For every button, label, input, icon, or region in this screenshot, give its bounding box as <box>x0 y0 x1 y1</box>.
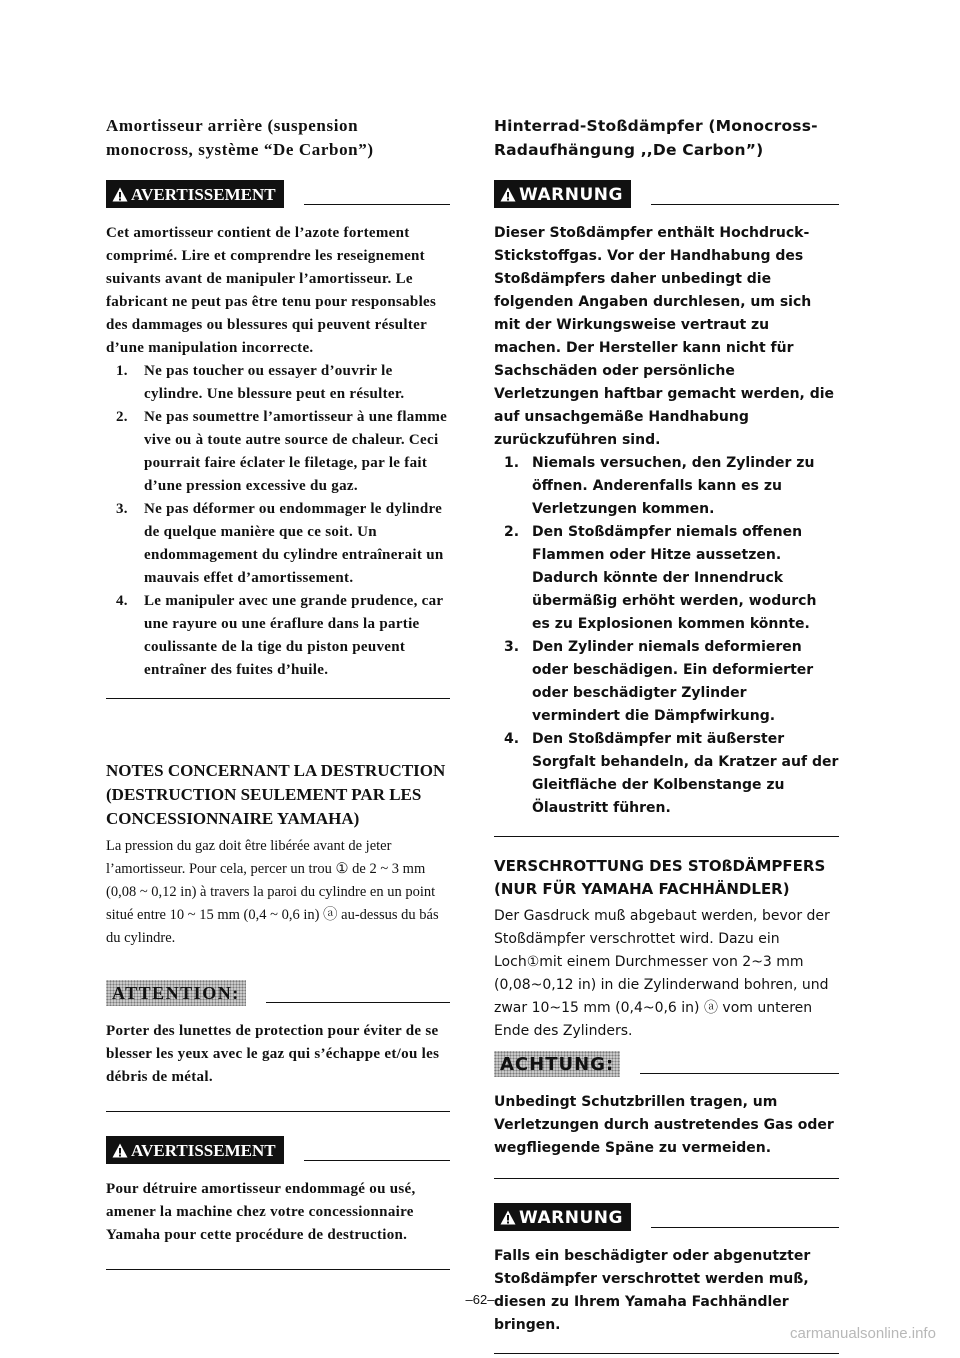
attention-badge: ATTENTION: <box>106 980 246 1006</box>
attention-header <box>494 1051 839 1077</box>
list-number: 2. <box>116 409 128 425</box>
warning-triangle-icon <box>500 1210 516 1225</box>
warning-text: Pour détruire amortisseur endommagé ou usé, amener la machine chez votre concessionnaire Yamaha pour cette procédure de destruction. <box>106 1181 416 1243</box>
divider <box>651 1227 839 1228</box>
disposal-text: La pression du gaz doit être libérée avant de jeter l’amortisseur. Pour cela, percer un trou ① de 2 ~ 3 mm (0,08 ~ 0,12 in) à travers la paroi du cylindre en un point situé entre 10 ~ 15 mm (0,4 ~ 0,6 in) ⓐ au-dessus du bás du cylindre. <box>106 838 439 946</box>
list-text: Le manipuler avec une grande prudence, car une rayure ou une éraflure dans la partie coulissante de la tige du piston peuvent entraîner des fuites d’huile. <box>144 593 444 678</box>
warning-badge-label: WARNUNG <box>519 1207 623 1228</box>
attention-text: Unbedingt Schutzbrillen tragen, um Verletzungen durch austretendes Gas oder wegfliegende Späne zu vermeiden. <box>494 1094 834 1156</box>
warning-header <box>106 180 450 208</box>
list-item <box>106 360 450 406</box>
divider <box>640 1073 839 1074</box>
list-number: 1. <box>116 363 128 379</box>
warning-triangle-icon <box>112 1143 128 1158</box>
warning-text: Dieser Stoßdämpfer enthält Hochdruck-Stickstoffgas. Vor der Handhabung des Stoßdämpfers daher unbedingt die folgenden Angaben durchlesen, um sich mit der Wirkungsweise vertraut zu machen. Der Hersteller kann nicht für Sachschäden oder persönliche Verletzungen haftbar gemacht werden, die auf unsachgemäße Handhabung zurückzuführen sind. <box>494 225 835 448</box>
attention-text: Porter des lunettes de protection pour éviter de se blesser les yeux avec le gaz qui s’échappe et/ou les débris de métal. <box>106 1023 440 1085</box>
list-text: Ne pas soumettre l’amortisseur à une flamme vive ou à toute autre source de chaleur. Ceci pourrait faire éclater le filetage, par le fait d’une pression excessive du gaz. <box>144 409 448 494</box>
disposal-title: VERSCHROTTUNG DES STOßDÄMPFERS (NUR FÜR YAMAHA FACHHÄNDLER) <box>494 857 826 898</box>
list-text: Ne pas toucher ou essayer d’ouvrir le cylindre. Une blessure peut en résulter. <box>144 363 405 402</box>
section-heading: Amortisseur arrière (suspension monocross, système “De Carbon”) <box>106 116 374 159</box>
list-text: Den Stoßdämpfer mit äußerster Sorgfalt behandeln, da Kratzer auf der Gleitfläche der Kolbenstange zu Ölaustritt führen. <box>532 731 839 816</box>
attention-badge: ACHTUNG: <box>494 1051 620 1077</box>
divider <box>266 1002 450 1003</box>
list-item <box>494 636 839 728</box>
list-number: 1. <box>504 455 520 471</box>
warning-header <box>106 1136 450 1164</box>
warning-badge <box>494 1203 631 1231</box>
list-number: 4. <box>116 593 128 609</box>
german-column <box>494 114 839 1354</box>
warning-triangle-icon <box>112 187 128 202</box>
list-item <box>494 728 839 820</box>
french-column <box>106 114 450 1270</box>
warning-badge-label: AVERTISSEMENT <box>131 1140 276 1160</box>
section-heading: Hinterrad-Stoßdämpfer (Monocross-Radaufhängung ,,De Carbon”) <box>494 117 818 159</box>
disposal-text: Der Gasdruck muß abgebaut werden, bevor der Stoßdämpfer verschrottet wird. Dazu ein Loch①mit einem Durchmesser von 2~3 mm (0,08~0,12 in) in die Zylinderwand bohren, und zwar 10~15 mm (0,4~0,6 in) ⓐ vom unteren Ende des Zylinders. <box>494 908 830 1039</box>
list-number: 2. <box>504 524 520 540</box>
list-item <box>106 590 450 682</box>
warning-badge <box>106 1136 284 1164</box>
warning-text: Falls ein beschädigter oder abgenutzter Stoßdämpfer verschrottet werden muß, diesen zu Ihrem Yamaha Fachhändler bringen. <box>494 1248 811 1333</box>
list-item <box>494 521 839 636</box>
warning-list <box>494 452 839 820</box>
warning-badge <box>494 180 631 208</box>
disposal-title: NOTES CONCERNANT LA DESTRUCTION (DESTRUCTION SEULEMENT PAR LES CONCESSIONNAIRE YAMAHA) <box>106 761 446 828</box>
watermark: carmanualsonline.info <box>790 1325 936 1342</box>
list-item <box>106 406 450 498</box>
warning-badge-label: WARNUNG <box>519 184 623 205</box>
divider <box>106 1269 450 1270</box>
divider <box>106 1111 450 1112</box>
divider <box>304 204 450 205</box>
list-number: 4. <box>504 731 520 747</box>
attention-header <box>106 980 450 1006</box>
list-text: Ne pas déformer ou endommager le dylindre de quelque manière que ce soit. Un endommagement du cylindre entraînerait un mauvais effet d’amortissement. <box>144 501 444 586</box>
list-item <box>106 498 450 590</box>
list-number: 3. <box>116 501 128 517</box>
page-number: –62– <box>465 1292 495 1307</box>
warning-list <box>106 360 450 682</box>
divider <box>494 1178 839 1179</box>
list-item <box>494 452 839 521</box>
warning-badge-label: AVERTISSEMENT <box>131 184 276 204</box>
list-number: 3. <box>504 639 520 655</box>
warning-badge <box>106 180 284 208</box>
warning-header <box>494 180 839 208</box>
divider <box>494 1353 839 1354</box>
warning-text: Cet amortisseur contient de l’azote fortement comprimé. Lire et comprendre les reseignement suivants avant de manipuler l’amortisseur. Le fabricant ne peut pas être tenu pour responsables des dammages ou blessures qui peuvent résulter d’une manipulation incorrecte. <box>106 225 437 356</box>
divider <box>651 204 839 205</box>
list-text: Den Zylinder niemals deformieren oder beschädigen. Ein deformierter oder beschädigter Zylinder vermindert die Dämpfwirkung. <box>532 639 814 724</box>
divider <box>304 1160 450 1161</box>
list-text: Niemals versuchen, den Zylinder zu öffnen. Anderenfalls kann es zu Verletzungen kommen. <box>532 455 815 517</box>
warning-header <box>494 1203 839 1231</box>
list-text: Den Stoßdämpfer niemals offenen Flammen oder Hitze aussetzen. Dadurch könnte der Innendruck übermäßig erhöht werden, wodurch es zu Explosionen kommen könnte. <box>532 524 817 632</box>
warning-triangle-icon <box>500 187 516 202</box>
